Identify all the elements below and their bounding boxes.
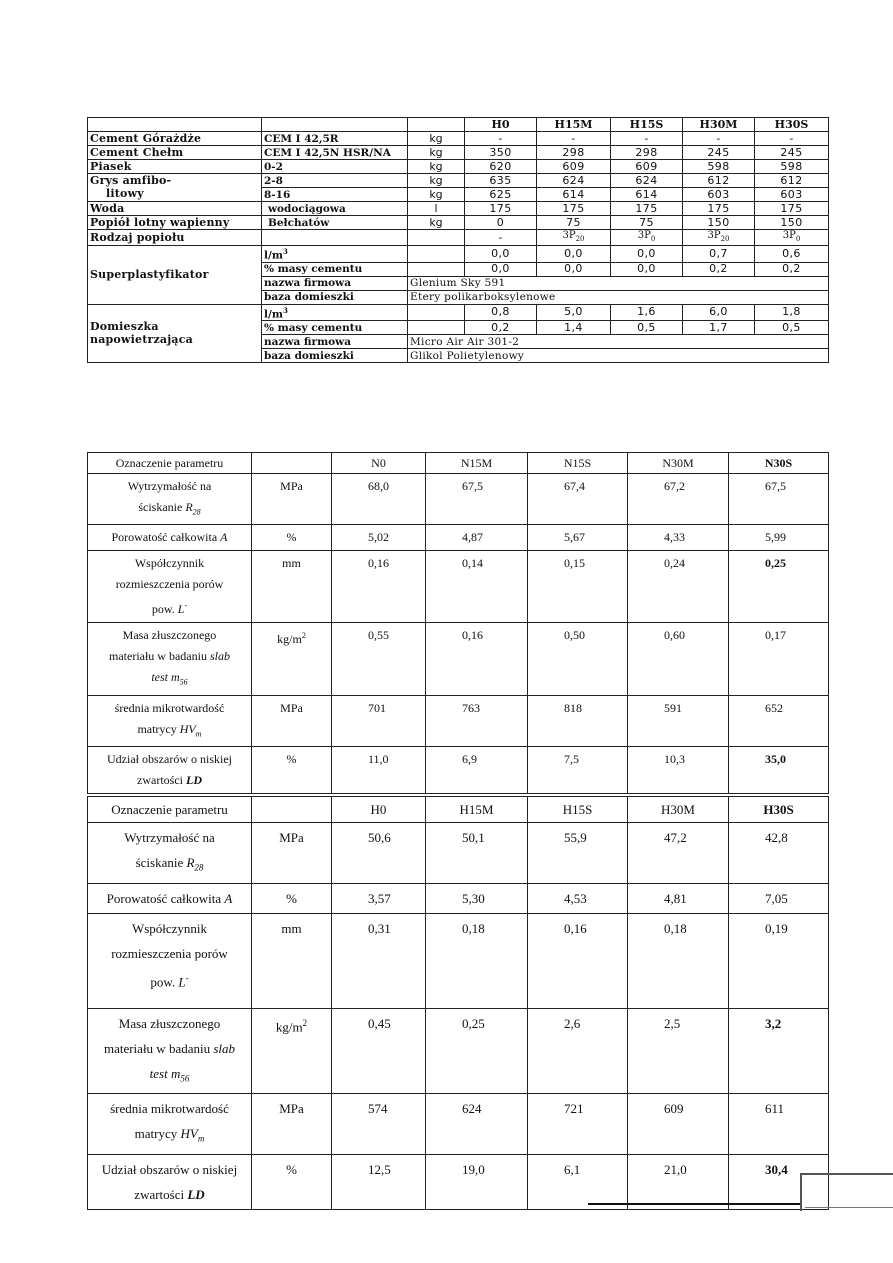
param-subscript: m (197, 1133, 205, 1144)
value-cell: 624 (537, 174, 611, 188)
table-header-row (88, 797, 829, 823)
value-cell: - (537, 132, 611, 146)
value-cell: 614 (611, 188, 683, 202)
table-row (88, 695, 829, 746)
param-text: ściskanie (135, 855, 184, 870)
value-cell: 625 (465, 188, 537, 202)
param-text: zwartości (137, 773, 183, 788)
row-spec: CEM I 42,5R (262, 132, 408, 146)
row-spec: 0-2 (262, 160, 408, 174)
column-header: H15S (528, 797, 628, 823)
value-cell: 0,14 (426, 551, 528, 623)
value-cell: 21,0 (628, 1154, 729, 1209)
value-cell: 701 (332, 695, 426, 746)
column-header: H15M (426, 797, 528, 823)
parameter-name (88, 474, 252, 525)
unit-cell: % (252, 883, 332, 913)
parameter-name (88, 1154, 252, 1209)
value-cell: - (683, 132, 755, 146)
column-header: H0 (465, 118, 537, 132)
param-symbol: test m (151, 670, 180, 685)
footer-rule (588, 1203, 800, 1205)
value-cell: 0,5 (755, 321, 829, 335)
value-cell: 0,7 (683, 246, 755, 263)
row-unit: kg (408, 132, 465, 146)
param-text: zwartości (134, 1186, 185, 1202)
value-cell: 42,8 (729, 823, 829, 884)
param-symbol: slab (209, 649, 230, 664)
param-symbol: R (185, 500, 193, 514)
row-spec: % masy cementu (262, 321, 408, 335)
param-text: Udział obszarów o niskiej (107, 752, 232, 767)
results-table-n (87, 452, 829, 794)
param-symbol: test m (149, 1065, 181, 1081)
value-cell: 35,0 (729, 747, 829, 794)
value-cell: $3P_{20}$ (537, 230, 611, 246)
value-cell: $3P_{20}$ (683, 230, 755, 246)
row-unit: kg (408, 188, 465, 202)
value-cell: 75 (611, 216, 683, 230)
param-text: Masa złuszczonego (122, 628, 217, 643)
param-text: pow. (150, 973, 176, 989)
value-cell: 624 (426, 1094, 528, 1155)
table-row (88, 146, 829, 160)
param-subscript: 56 (179, 677, 188, 687)
value-cell: 0,24 (628, 551, 729, 623)
unit-cell: MPa (252, 474, 332, 525)
parameter-name (88, 883, 252, 913)
value-cell: 0,50 (528, 623, 628, 695)
value-cell: 652 (729, 695, 829, 746)
value-cell: 0,0 (611, 246, 683, 263)
param-symbol: HV (180, 1126, 198, 1142)
value-cell: 6,0 (683, 304, 755, 321)
unit-cell: MPa (252, 823, 332, 884)
param-symbol: L (178, 973, 186, 989)
value-cell: 2,5 (628, 1008, 729, 1094)
param-symbol: slab (213, 1040, 236, 1056)
param-symbol: L (177, 602, 185, 617)
value-cell: 0,17 (729, 623, 829, 695)
value-cell: 4,81 (628, 883, 729, 913)
value-cell: 10,3 (628, 747, 729, 794)
value-cell: 611 (729, 1094, 829, 1155)
row-label: Piasek (88, 160, 262, 174)
value-cell: 5,02 (332, 525, 426, 551)
row-spec: nazwa firmowa (262, 335, 408, 349)
value-cell: 350 (465, 146, 537, 160)
table-header-row (88, 453, 829, 474)
unit-cell: % (252, 747, 332, 794)
parameter-name: Współczynnik rozmieszczenia porów pow. L- (88, 551, 252, 623)
column-header: N0 (332, 453, 426, 474)
value-cell: 0,0 (537, 262, 611, 276)
row-label: Superplastyfikator (88, 246, 262, 305)
param-text: pow. (151, 602, 175, 617)
value-cell: 0,45 (332, 1008, 426, 1094)
value-cell: 0,6 (755, 246, 829, 263)
value-cell: $3P_0$ (611, 230, 683, 246)
table-row (88, 1008, 829, 1094)
column-header (252, 797, 332, 823)
product-base: Glikol Polietylenowy (408, 349, 829, 363)
value-cell: 0,25 (426, 1008, 528, 1094)
column-header (252, 453, 332, 474)
value-cell: 612 (683, 174, 755, 188)
value-cell: 75 (537, 216, 611, 230)
value-cell: 245 (683, 146, 755, 160)
row-spec: CEM I 42,5N HSR/NA (262, 146, 408, 160)
value-cell: 818 (528, 695, 628, 746)
parameter-name (88, 1094, 252, 1155)
value-cell: 19,0 (426, 1154, 528, 1209)
value-cell: 2,6 (528, 1008, 628, 1094)
value-cell: 635 (465, 174, 537, 188)
table-header-row (88, 118, 829, 132)
value-cell: - (465, 132, 537, 146)
parameter-name: Współczynnik rozmieszczenia porów pow. L- (88, 913, 252, 1008)
column-header: H30S (755, 118, 829, 132)
value-cell: 4,53 (528, 883, 628, 913)
param-symbol: HV (179, 721, 196, 736)
value-cell: 3,57 (332, 883, 426, 913)
value-cell: $3P_0$ (755, 230, 829, 246)
product-name: Glenium Sky 591 (408, 276, 829, 290)
column-header: N30M (628, 453, 729, 474)
row-label-line: Domieszka (90, 320, 159, 334)
value-cell: 609 (628, 1094, 729, 1155)
row-spec: $l/m^3$ (262, 246, 408, 263)
unit-cell: mm (252, 913, 332, 1008)
value-cell: 67,5 (426, 474, 528, 525)
table-row (88, 304, 829, 321)
value-cell: 0,55 (332, 623, 426, 695)
value-cell: 7,05 (729, 883, 829, 913)
empty-cell (408, 230, 465, 246)
value-cell: 30,4 (729, 1154, 829, 1209)
parameter-name (88, 1008, 252, 1094)
value-cell: 4,33 (628, 525, 729, 551)
unit-cell: $kg/m^2$ (252, 623, 332, 695)
param-symbol: R (186, 855, 195, 870)
column-header: N30S (729, 453, 829, 474)
row-label (88, 304, 262, 363)
page-number-box (800, 1173, 893, 1211)
param-text: matrycy (137, 721, 177, 736)
param-subscript: 56 (180, 1073, 190, 1084)
empty-cell (408, 262, 465, 276)
row-spec: baza domieszki (262, 290, 408, 304)
row-label: Woda (88, 202, 262, 216)
value-cell: 50,6 (332, 823, 426, 884)
value-cell: 67,5 (729, 474, 829, 525)
row-label: Popiół lotny wapienny (88, 216, 262, 230)
param-text: Wytrzymałość na (124, 830, 215, 845)
unit-cell: MPa (252, 695, 332, 746)
value-cell: 0,31 (332, 913, 426, 1008)
row-spec: $l/m^3$ (262, 304, 408, 321)
param-text: średnia mikrotwardość (110, 1101, 229, 1117)
value-cell: 47,2 (628, 823, 729, 884)
row-spec: 8-16 (262, 188, 408, 202)
value-cell: - (465, 230, 537, 246)
table-row (88, 174, 829, 188)
empty-cell (408, 246, 465, 263)
unit-cell: mm (252, 551, 332, 623)
value-cell: 175 (755, 202, 829, 216)
parameter-name (88, 695, 252, 746)
value-cell: 591 (628, 695, 729, 746)
value-cell: 0,8 (465, 304, 537, 321)
value-cell: 609 (611, 160, 683, 174)
table-row (88, 188, 829, 202)
param-subscript: 28 (194, 862, 204, 873)
header-cell (262, 118, 408, 132)
value-cell: 1,4 (537, 321, 611, 335)
value-cell: 0,19 (729, 913, 829, 1008)
value-cell: 0,0 (537, 246, 611, 263)
value-cell: 0,2 (755, 262, 829, 276)
value-cell: 67,2 (628, 474, 729, 525)
row-label-line: napowietrzająca (90, 333, 193, 347)
parameter-name (88, 525, 252, 551)
value-cell: 0,0 (465, 246, 537, 263)
param-symbol: A (224, 890, 233, 906)
param-text: średnia mikrotwardość (114, 700, 225, 715)
param-symbol: A (220, 530, 228, 545)
unit-cell: $kg/m^2$ (252, 1008, 332, 1094)
row-spec: nazwa firmowa (262, 276, 408, 290)
parameter-name (88, 747, 252, 794)
value-cell: 175 (465, 202, 537, 216)
value-cell: 175 (611, 202, 683, 216)
row-unit: kg (408, 160, 465, 174)
value-cell: 298 (611, 146, 683, 160)
value-cell: 55,9 (528, 823, 628, 884)
row-unit: l (408, 202, 465, 216)
value-cell: 67,4 (528, 474, 628, 525)
value-cell: 175 (537, 202, 611, 216)
param-text: Współczynnik (131, 920, 208, 936)
value-cell: 603 (683, 188, 755, 202)
value-cell: 6,9 (426, 747, 528, 794)
value-cell: 620 (465, 160, 537, 174)
table-row (88, 1154, 829, 1209)
column-header: Oznaczenie parametru (88, 453, 252, 474)
param-text: ściskanie (138, 500, 183, 514)
value-cell: 603 (755, 188, 829, 202)
value-cell: - (755, 132, 829, 146)
row-spec: 2-8 (262, 174, 408, 188)
unit-cell: % (252, 1154, 332, 1209)
row-spec: baza domieszki (262, 349, 408, 363)
param-text: Porowatość całkowita (111, 530, 218, 545)
value-cell: 11,0 (332, 747, 426, 794)
table-row (88, 1094, 829, 1155)
value-cell: 574 (332, 1094, 426, 1155)
param-text: materiału w badaniu (103, 1040, 211, 1056)
value-cell: 0,2 (465, 321, 537, 335)
value-cell: 68,0 (332, 474, 426, 525)
row-unit: kg (408, 174, 465, 188)
row-label: Cement Górażdże (88, 132, 262, 146)
table-row (88, 883, 829, 913)
value-cell: 0,16 (332, 551, 426, 623)
value-cell: 612 (755, 174, 829, 188)
row-unit: kg (408, 146, 465, 160)
value-cell: 0,25 (729, 551, 829, 623)
value-cell: 12,5 (332, 1154, 426, 1209)
table-row (88, 525, 829, 551)
unit-cell: % (252, 525, 332, 551)
row-spec: wodociągowa (262, 202, 408, 216)
value-cell: 5,0 (537, 304, 611, 321)
row-spec: % masy cementu (262, 262, 408, 276)
value-cell: 5,67 (528, 525, 628, 551)
param-text: rozmieszczenia porów (115, 577, 224, 592)
table-row (88, 132, 829, 146)
row-spec: Bełchatów (262, 216, 408, 230)
value-cell: 763 (426, 695, 528, 746)
results-table-h (87, 796, 829, 1210)
value-cell: 0,18 (426, 913, 528, 1008)
value-cell: 150 (683, 216, 755, 230)
param-text: matrycy (134, 1126, 178, 1142)
param-text: Współczynnik (134, 556, 205, 571)
param-subscript: m (195, 729, 202, 739)
row-unit: kg (408, 216, 465, 230)
value-cell: - (611, 132, 683, 146)
product-name: Micro Air Air 301-2 (408, 335, 829, 349)
empty-cell (408, 304, 465, 321)
table-row (88, 623, 829, 695)
column-header: H15M (537, 118, 611, 132)
value-cell: 0,18 (628, 913, 729, 1008)
value-cell: 0,16 (528, 913, 628, 1008)
row-label: Grys amfibo- (88, 174, 262, 188)
value-cell: 175 (683, 202, 755, 216)
param-text: Masa złuszczonego (118, 1015, 221, 1031)
column-header: N15M (426, 453, 528, 474)
value-cell: 298 (537, 146, 611, 160)
table-row (88, 160, 829, 174)
param-text: rozmieszczenia porów (111, 945, 228, 961)
value-cell: 4,87 (426, 525, 528, 551)
value-cell: 1,6 (611, 304, 683, 321)
page-number-box-rule (805, 1207, 893, 1208)
value-cell: 0,15 (528, 551, 628, 623)
value-cell: 3,2 (729, 1008, 829, 1094)
parameter-name (88, 823, 252, 884)
value-cell: 0 (465, 216, 537, 230)
value-cell: 624 (611, 174, 683, 188)
column-header: H15S (611, 118, 683, 132)
value-cell: 5,30 (426, 883, 528, 913)
param-symbol: LD (185, 773, 202, 788)
empty-cell (262, 230, 408, 246)
value-cell: 150 (755, 216, 829, 230)
param-symbol: LD (187, 1186, 205, 1202)
header-cell (88, 118, 262, 132)
value-cell: 245 (755, 146, 829, 160)
value-cell: 598 (755, 160, 829, 174)
column-header: H0 (332, 797, 426, 823)
column-header: H30S (729, 797, 829, 823)
empty-cell (408, 321, 465, 335)
column-header: H30M (683, 118, 755, 132)
row-label: litowy (88, 188, 262, 202)
value-cell: 7,5 (528, 747, 628, 794)
mix-composition-table (87, 117, 829, 363)
value-cell: 1,7 (683, 321, 755, 335)
param-text: Wytrzymałość na (127, 479, 212, 493)
param-text: Porowatość całkowita (106, 890, 222, 906)
table-row (88, 202, 829, 216)
value-cell: 0,0 (465, 262, 537, 276)
param-text: Udział obszarów o niskiej (101, 1161, 238, 1177)
param-text: materiału w badaniu (109, 649, 207, 664)
row-label: Cement Chełm (88, 146, 262, 160)
value-cell: 721 (528, 1094, 628, 1155)
header-cell (408, 118, 465, 132)
table-row (88, 216, 829, 230)
value-cell: 0,2 (683, 262, 755, 276)
param-subscript: 28 (192, 507, 201, 517)
table-row (88, 747, 829, 794)
unit-cell: MPa (252, 1094, 332, 1155)
value-cell: 0,5 (611, 321, 683, 335)
value-cell: 0,0 (611, 262, 683, 276)
column-header: N15S (528, 453, 628, 474)
table-row (88, 246, 829, 263)
table-row (88, 474, 829, 525)
column-header: H30M (628, 797, 729, 823)
table-row (88, 823, 829, 884)
table-row (88, 551, 829, 623)
column-header: Oznaczenie parametru (88, 797, 252, 823)
table-row (88, 913, 829, 1008)
value-cell: 6,1 (528, 1154, 628, 1209)
value-cell: 1,8 (755, 304, 829, 321)
value-cell: 50,1 (426, 823, 528, 884)
value-cell: 5,99 (729, 525, 829, 551)
value-cell: 0,16 (426, 623, 528, 695)
parameter-name (88, 623, 252, 695)
value-cell: 598 (683, 160, 755, 174)
row-label: Rodzaj popiołu (88, 230, 262, 246)
value-cell: 609 (537, 160, 611, 174)
table-row (88, 230, 829, 246)
value-cell: 614 (537, 188, 611, 202)
value-cell: 0,60 (628, 623, 729, 695)
product-base: Etery polikarboksylenowe (408, 290, 829, 304)
